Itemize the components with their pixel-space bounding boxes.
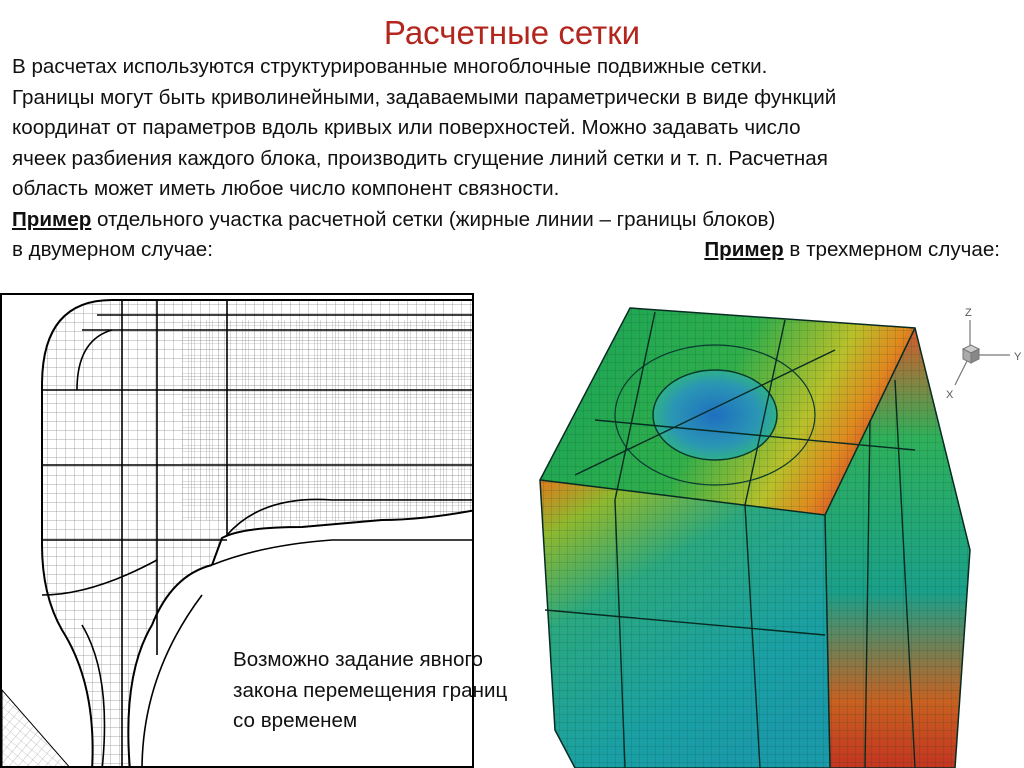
axes-triad-icon xyxy=(930,300,1024,410)
example-3d-label: Пример xyxy=(704,238,784,261)
cases-line xyxy=(12,235,1000,266)
description-line-4: ячеек разбиения каждого блока, производить сгущение линий сетки и т. п. Расчетная xyxy=(12,146,828,170)
case-3d-line xyxy=(704,235,1000,266)
caption-line-2: закона перемещения границ xyxy=(233,678,508,702)
description-line-2: Границы могут быть криволинейными, задаваемыми параметрически в виде функций xyxy=(12,85,837,109)
case-2d-label: в двумерном случае: xyxy=(12,238,213,261)
axis-z-label: Z xyxy=(965,307,972,319)
axis-y-label: Y xyxy=(1014,351,1022,363)
example-label: Пример xyxy=(12,207,92,231)
axis-x-label: X xyxy=(946,389,954,401)
slide-title: Расчетные сетки xyxy=(383,14,641,51)
example-line xyxy=(12,205,1017,236)
description-line-5: область может иметь любое число компонент связности. xyxy=(12,177,560,200)
mesh-3d-cube-figure xyxy=(535,290,975,768)
example-3d-text: в трехмерном случае: xyxy=(783,238,1000,261)
description-line-3: координат от параметров вдоль кривых или поверхностей. Можно задавать число xyxy=(12,116,801,139)
caption-line-3: со временем xyxy=(233,709,358,732)
description-text xyxy=(12,52,1017,266)
description-line-1: В расчетах используются структурированные многоблочные подвижные сетки. xyxy=(12,55,768,78)
example-text: отдельного участка расчетной сетки (жирные линии – границы блоков) xyxy=(91,207,776,231)
caption-line-1: Возможно задание явного xyxy=(233,648,483,671)
